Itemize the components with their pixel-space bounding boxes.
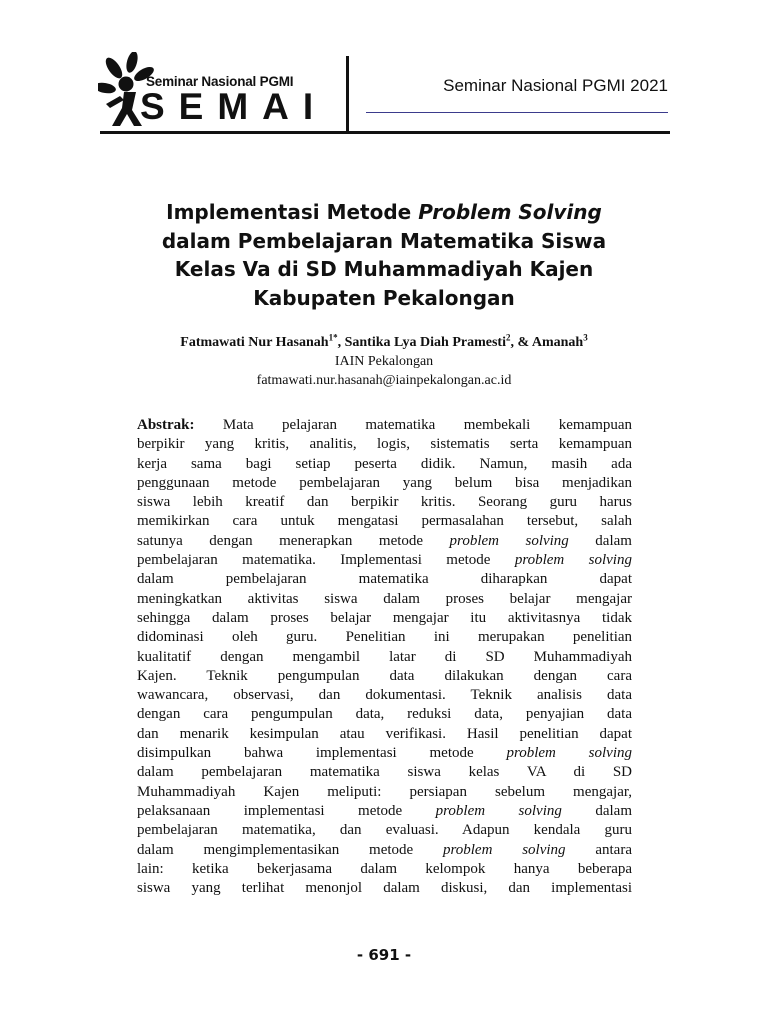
abstract-line: lain: ketika bekerjasama dalam kelompok hanya beberapa <box>137 860 633 877</box>
abstract-line: dengan cara pengumpulan data, reduksi data, penyajian data <box>137 706 633 723</box>
abstract-line: kerja sama bagi setiap peserta didik. Namun, masih ada <box>137 455 632 472</box>
abstract-line: dan menarik kesimpulan atau verifikasi. Hasil penelitian dapat <box>137 725 632 742</box>
logo-big-text: SEMAI <box>140 86 328 127</box>
author-block <box>60 333 708 390</box>
abstract-line: dalam pembelajaran matematika diharapkan dapat <box>137 571 633 588</box>
abstract-line: sehingga dalam proses belajar mengajar itu aktivitasnya tidak <box>137 609 632 626</box>
abstract-line: pelaksanaan implementasi metode problem solving dalam <box>137 802 632 819</box>
header-rule <box>100 131 670 134</box>
title-line-3: Kelas Va di SD Muhammadiyah Kajen <box>174 257 594 281</box>
abstract-line: siswa lebih kreatif dan berpikir kritis. Seorang guru harus <box>137 494 633 511</box>
semai-logo <box>98 52 343 132</box>
abstract-line: berpikir yang kritis, analitis, logis, sistematis serta kemampuan <box>137 436 633 453</box>
title-line-2: dalam Pembelajaran Matematika Siswa <box>161 228 607 253</box>
abstract-line: Muhammadiyah Kajen meliputi: persiapan sebelum mengajar, <box>137 783 633 800</box>
abstract-line: didominasi oleh guru. Penelitian ini merupakan penelitian <box>137 629 633 646</box>
abstract-label: Abstrak: <box>137 417 195 433</box>
abstract-line: memikirkan cara untuk mengatasi permasalahan tersebut, salah <box>137 513 632 530</box>
header-divider-vertical <box>346 56 349 132</box>
abstract-line: dalam mengimplementasikan metode problem solving antara <box>137 841 632 858</box>
author-email: fatmawati.nur.hasanah@iainpekalongan.ac.id <box>256 373 512 388</box>
affiliation: IAIN Pekalongan <box>334 354 434 369</box>
abstract-line: Kajen. Teknik pengumpulan data dilakukan dengan cara <box>137 667 632 684</box>
abstract-line: kualitatif dengan mengambil latar di SD Muhammadiyah <box>137 648 632 665</box>
abstract-line: siswa yang terlihat menonjol dalam diskusi, dan implementasi <box>137 880 632 897</box>
abstract-line: pembelajaran matematika, dan evaluasi. Adapun kendala guru <box>137 822 632 839</box>
author-names: Fatmawati Nur Hasanah$^{1*}$, Santika Lya Diah Pramesti$^2$, & Amanah$^3$ <box>180 332 588 350</box>
conference-title-underline <box>366 112 668 113</box>
abstract-line: wawancara, observasi, dan dokumentasi. Teknik analisis data <box>137 687 632 704</box>
logo-small-text: Seminar Nasional PGMI <box>146 74 294 89</box>
abstract-line: meningkatkan aktivitas siswa dalam proses belajar mengajar <box>137 590 632 607</box>
abstract-line: Abstrak: Mata pelajaran matematika membekali kemampuan <box>137 417 633 433</box>
abstract-line: disimpulkan bahwa implementasi metode problem solving <box>137 745 633 762</box>
abstract-line: penggunaan metode pembelajaran yang belum bisa menjadikan <box>137 474 632 491</box>
abstract-line: pembelajaran matematika. Implementasi metode problem solving <box>137 552 632 569</box>
title-line-4: Kabupaten Pekalongan <box>253 285 515 310</box>
abstract <box>137 416 632 898</box>
abstract-line: satunya dengan menerapkan metode problem solving dalam <box>137 532 632 549</box>
conference-title: Seminar Nasional PGMI 2021 <box>443 76 668 95</box>
paper-title <box>90 198 678 312</box>
abstract-line: dalam pembelajaran matematika siswa kelas VA di SD <box>137 764 633 781</box>
page-number: - 691 - <box>356 946 412 964</box>
title-line-1: Implementasi Metode Problem Solving <box>166 200 602 224</box>
